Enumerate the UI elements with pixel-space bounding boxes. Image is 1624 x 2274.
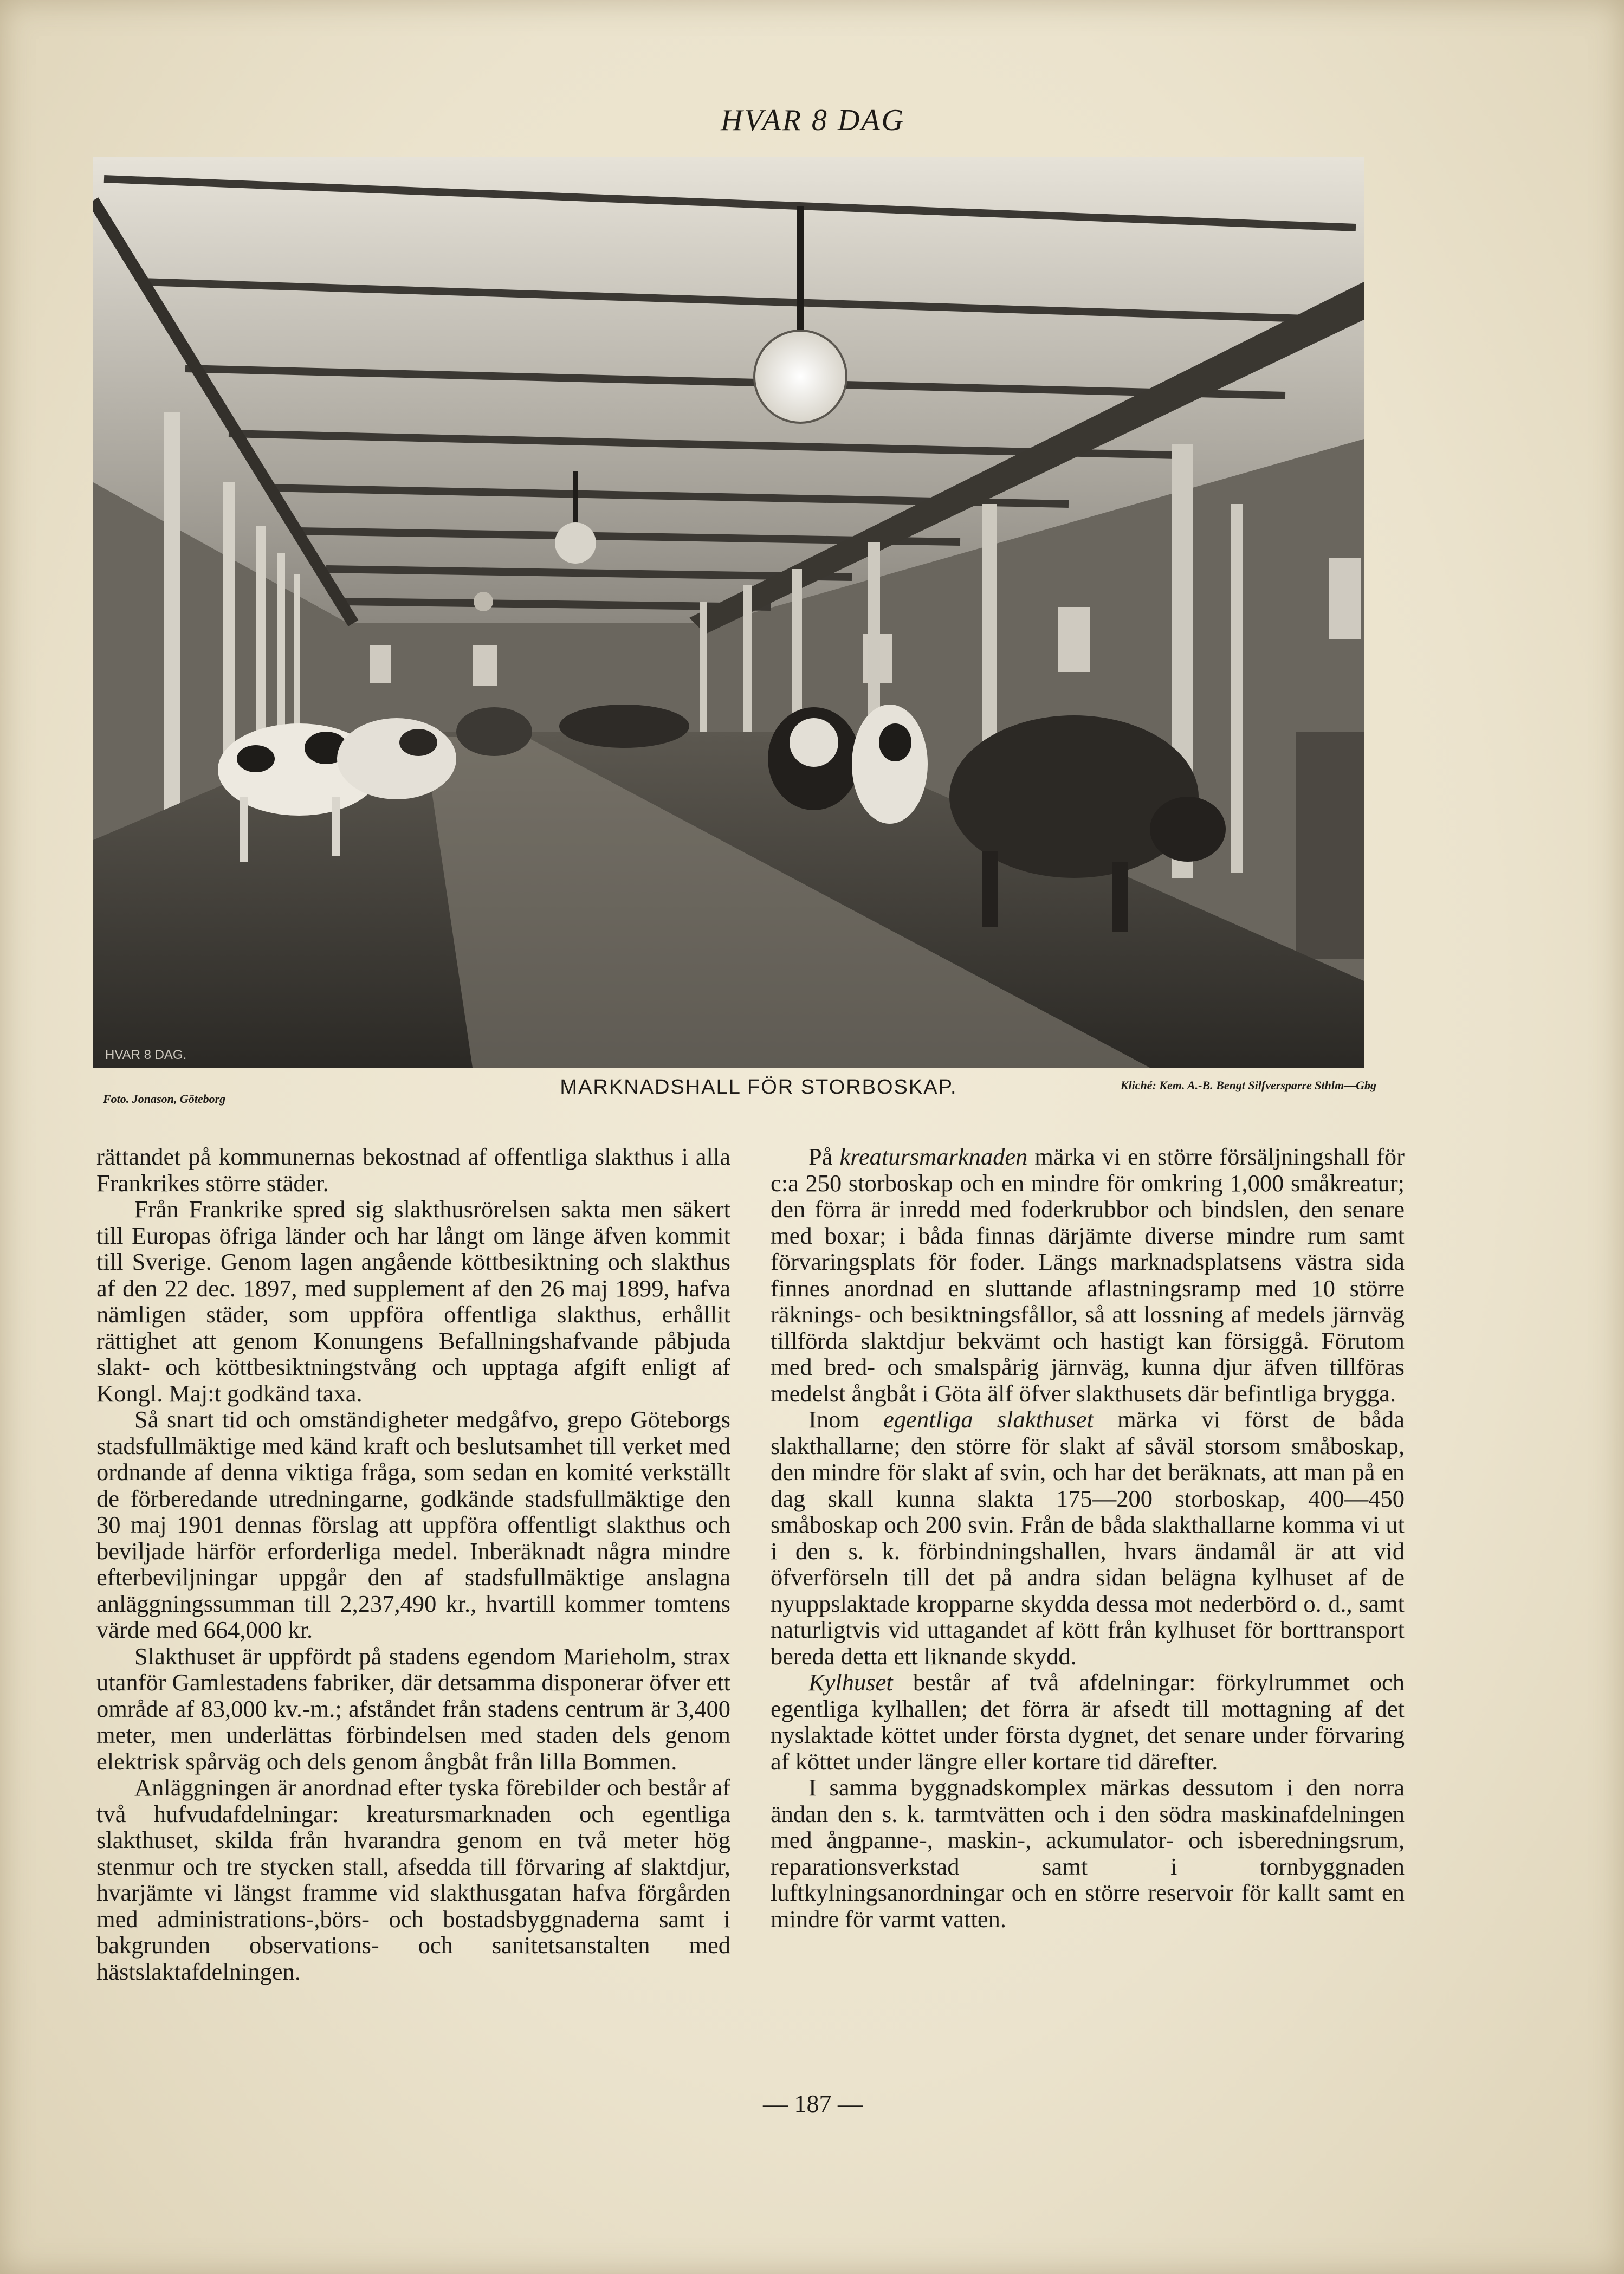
right-column [771, 1144, 1405, 1932]
text-run: Inom [808, 1406, 884, 1433]
text-run: märka vi först de båda slakthallarne; den större för slakt af såväl storsom småboskap, den mindre för slakt af svin, och har det beräknats, att man på en dag skall kunna slakta 175—200 storboskap, 400—450 småboskap och 200 svin. Från de båda slakthallarne komma vi ut i den s. k. förbindningshallen, hvars ändamål är att vid öfverförseln till det på andra sidan belägna kylhuset af de nyuppslaktade kropparne skydda dessa mot nederbörd o. d., samt naturligtvis vid uttagandet af kött från kylhuset för borttransport bereda detta ett liknande skydd. [771, 1406, 1405, 1670]
paragraph: Så snart tid och omständigheter medgåfvo, grepo Göteborgs stadsfullmäktige med känd kraft och beslutsamhet till verket med ordnande af denna viktiga fråga, som sedan en komité verkställt de förberedande utredningarne, godkände stadsfullmäktige den 30 maj 1901 dennas förslag att uppföra offentligt slakthus och beviljade härför erforderliga medel. Inberäknadt några mindre efterbeviljningar uppgår den af stadsfullmäktige anslagna anläggningssumman till 2,237,490 kr., hvartill kommer tomtens värde med 664,000 kr. [96, 1406, 730, 1643]
paragraph: I samma byggnadskomplex märkas dessutom i den norra ändan den s. k. tarmtvätten och i den södra maskinafdelningen med ångpanne-, maskin-, ackumulator- och isberedningsrum, reparationsverkstad samt i tornbyggnaden luftkylningsanordningar och en större reservoir för kallt samt en mindre för varmt vatten. [771, 1774, 1405, 1933]
photo-credit: Foto. Jonason, Göteborg [103, 1092, 226, 1106]
emphasis: egentliga slakthuset [883, 1406, 1094, 1433]
emphasis: Kylhuset [808, 1669, 893, 1696]
running-head: HVAR 8 DAG [721, 104, 905, 137]
paragraph [771, 1669, 1405, 1774]
halftone-photo [93, 157, 1364, 1068]
page-number: — 187 — [763, 2090, 863, 2117]
paragraph [771, 1406, 1405, 1669]
cliche-credit: Kliché: Kem. A.-B. Bengt Silfversparre Sthlm—Gbg [1120, 1078, 1376, 1092]
photo-caption: MARKNADSHALL FÖR STORBOSKAP. [560, 1076, 957, 1099]
text-run: märka vi en större försäljningshall för c:a 250 storboskap och en mindre för omkring 1,000 småkreatur; den förra är inredd med foderkrubbor och bindslen, den senare med boxar; i båda finnas därjämte diverse mindre rum samt förvaringsplats för foder. Längs marknadsplatsens västra sida finnes anordnad en sluttande aflastningsramp med 10 större räknings- och besiktningsfållor, så att lossning af medels järnväg tillförda slaktdjur bekvämt och hastigt kan försiggå. Förutom med bred- och smalspårig järnväg, kunna djur äfven tillföras medelst ångbåt i Göta älf öfver slakthusets där befintliga brygga. [771, 1143, 1405, 1407]
paragraph: rättandet på kommunernas bekostnad af offentliga slakthus i alla Frankrikes större städer. [96, 1143, 730, 1197]
paragraph: Anläggningen är anordnad efter tyska förebilder och består af två hufvudafdelningar: kreatursmarknaden och egentliga slakthuset, skilda från hvarandra genom en två meter hög stenmur och tre stycken stall, afsedda till förvaring af slaktdjur, hvarjämte vi längst framme vid slakthusgatan hafva förgården med administrations-,börs- och bostadsbyggnaderna samt i bakgrunden observations- och sanitetsanstalten med hästslaktafdelningen. [96, 1774, 730, 1985]
photo-watermark: HVAR 8 DAG. [105, 1048, 187, 1062]
paragraph [771, 1144, 1405, 1406]
text-run: består af två afdelningar: förkylrummet och egentliga kylhallen; det förra är afsedt till mottagning af det nyslaktade köttet under första dygnet, det senare under förvaring af köttet under längre eller kortare tid därefter. [771, 1669, 1405, 1775]
paragraph: Från Frankrike spred sig slakthusrörelsen sakta men säkert till Europas öfriga länder och har långt om länge äfven kommit till Sverige. Genom lagen angående köttbesiktning och slakthus af den 22 dec. 1897, med supplement af den 26 maj 1899, hafva nämligen städer, som uppföra offentliga slakthus, erhållit rättighet att genom Konungens Befallningshafvande påbjuda slakt- och köttbesiktningstvång och upptaga afgift enligt af Kongl. Maj:t godkänd taxa. [96, 1196, 730, 1407]
left-column [96, 1144, 730, 1985]
emphasis: kreatursmarknaden [839, 1143, 1028, 1170]
paragraph: Slakthuset är uppfördt på stadens egendom Marieholm, strax utanför Gamlestadens fabriker, där detsamma disponerar öfver ett område af 83,000 kv.-m.; afståndet från stadens centrum är 3,400 meter, men underlättas förbindelsen med staden dels genom elektrisk spårväg och dels genom ångbåt från lilla Bommen. [96, 1642, 730, 1775]
photo-market-hall [93, 157, 1364, 1068]
text-run: På [808, 1143, 840, 1170]
